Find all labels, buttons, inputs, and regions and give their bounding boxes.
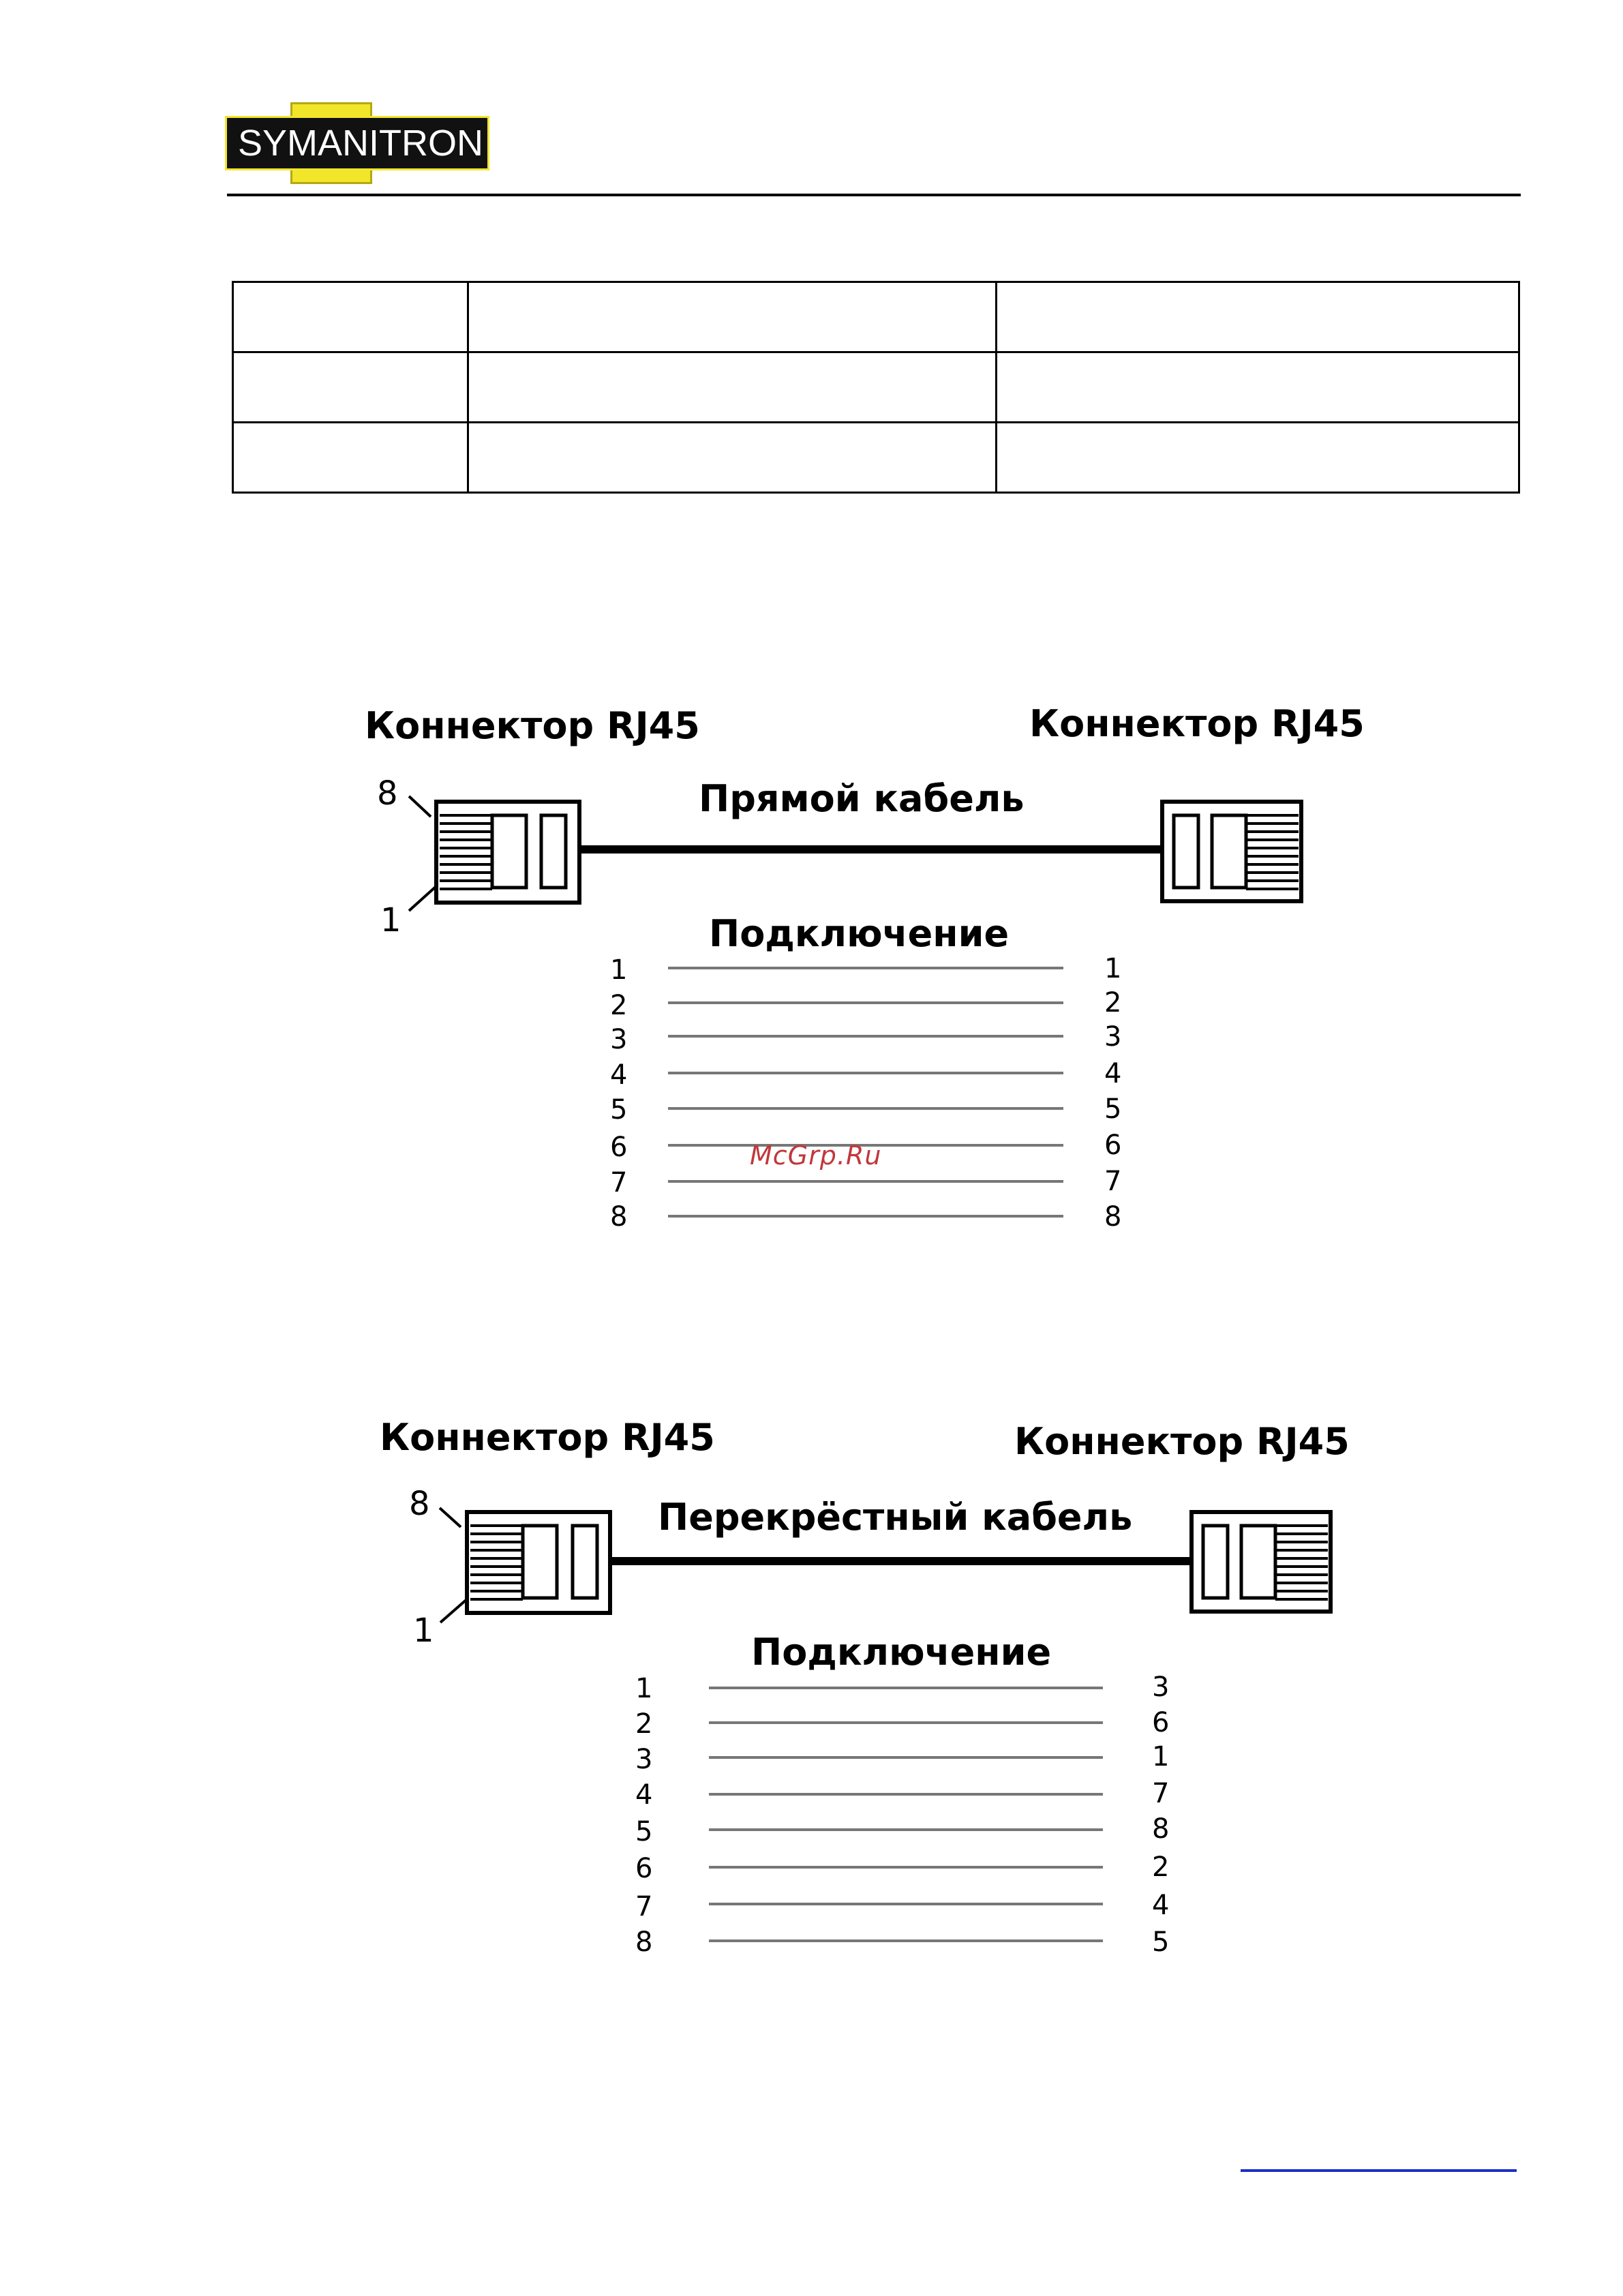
right-pin-number: 6 [1152,1707,1170,1738]
cable-label: Прямой кабель [699,777,1025,820]
right-rj45-plug-icon [1162,802,1301,901]
right-pin-number: 2 [1152,1852,1170,1883]
left-pin-number: 2 [635,1708,653,1740]
right-pin-number: 3 [1152,1672,1170,1703]
left-pin-number: 3 [635,1744,653,1775]
right-pin-number: 7 [1152,1778,1170,1809]
right-connector-label: Коннектор RJ45 [1029,702,1365,745]
left-pin-number: 5 [635,1816,653,1847]
right-pin-number: 1 [1152,1741,1170,1772]
pin-8-label: 8 [377,774,398,813]
left-pin-number: 7 [610,1167,628,1198]
wiring-title: Подключение [751,1631,1052,1674]
left-pin-number: 4 [610,1059,628,1091]
left-pin-number: 6 [610,1132,628,1163]
right-pin-number: 8 [1104,1201,1122,1233]
cable-label: Перекрёстный кабель [658,1496,1133,1539]
wiring-title: Подключение [709,912,1010,955]
left-connector-label: Коннектор RJ45 [365,704,700,747]
pin-1-label: 1 [380,901,401,939]
right-pin-number: 2 [1104,987,1122,1018]
pin-8-label: 8 [409,1485,430,1523]
left-pin-number: 7 [635,1891,653,1922]
pin-8-pointer [440,1508,461,1527]
left-pin-number: 2 [610,990,628,1021]
right-pin-number: 4 [1104,1058,1122,1089]
right-pin-number: 4 [1152,1890,1170,1921]
watermark: McGrp.Ru [750,1141,882,1170]
pin-8-pointer [409,796,431,817]
left-pin-number: 6 [635,1853,653,1884]
left-pin-number: 1 [610,954,628,986]
right-pin-number: 5 [1152,1927,1170,1958]
footer-link-underline[interactable] [1241,2169,1517,2172]
left-pin-number: 8 [610,1201,628,1233]
left-connector-label: Коннектор RJ45 [380,1416,715,1459]
right-pin-number: 7 [1104,1166,1122,1197]
right-pin-number: 1 [1104,953,1122,984]
left-rj45-plug-icon [436,802,579,903]
right-connector-label: Коннектор RJ45 [1014,1420,1350,1463]
pin-1-label: 1 [413,1612,434,1650]
right-pin-number: 5 [1104,1093,1122,1125]
logo-text: SYMANITRON [225,116,489,170]
right-pin-number: 3 [1104,1021,1122,1053]
right-pin-number: 6 [1104,1130,1122,1161]
straight-wires [668,968,1063,1216]
right-pin-number: 8 [1152,1813,1170,1845]
left-pin-number: 3 [610,1024,628,1055]
left-pin-number: 5 [610,1094,628,1126]
right-rj45-plug-icon [1192,1512,1331,1612]
left-rj45-plug-icon [467,1512,610,1613]
pin-1-pointer [440,1599,468,1622]
left-pin-number: 4 [635,1779,653,1811]
pin-1-pointer [409,886,436,911]
crossover-cable-diagram [380,1416,1350,1958]
left-pin-number: 1 [635,1673,653,1704]
left-pin-number: 8 [635,1927,653,1958]
crossover-wires [709,1688,1103,1941]
